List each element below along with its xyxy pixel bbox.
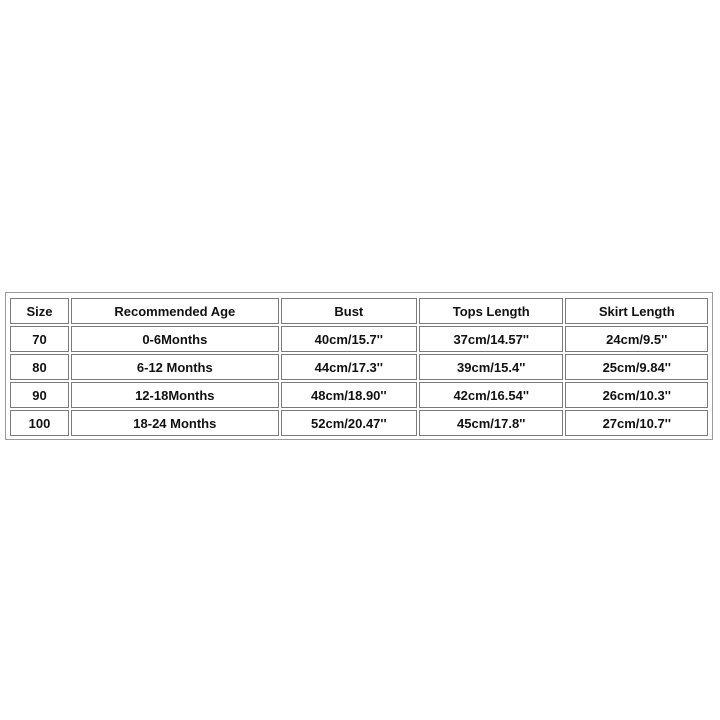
cell-bust: 40cm/15.7'' (281, 326, 417, 352)
header-size: Size (10, 298, 69, 324)
cell-size: 90 (10, 382, 69, 408)
cell-bust: 44cm/17.3'' (281, 354, 417, 380)
cell-skirt-length: 25cm/9.84'' (565, 354, 708, 380)
cell-recommended-age: 0-6Months (71, 326, 279, 352)
cell-size: 100 (10, 410, 69, 436)
cell-bust: 52cm/20.47'' (281, 410, 417, 436)
cell-recommended-age: 18-24 Months (71, 410, 279, 436)
header-tops-length: Tops Length (419, 298, 564, 324)
table-row (10, 382, 708, 408)
cell-bust: 48cm/18.90'' (281, 382, 417, 408)
header-skirt-length: Skirt Length (565, 298, 708, 324)
table-row (10, 354, 708, 380)
cell-tops-length: 39cm/15.4'' (419, 354, 564, 380)
table-header-row (10, 298, 708, 324)
cell-skirt-length: 27cm/10.7'' (565, 410, 708, 436)
cell-tops-length: 37cm/14.57'' (419, 326, 564, 352)
cell-size: 70 (10, 326, 69, 352)
cell-recommended-age: 6-12 Months (71, 354, 279, 380)
table-row (10, 410, 708, 436)
cell-recommended-age: 12-18Months (71, 382, 279, 408)
table-row (10, 326, 708, 352)
cell-size: 80 (10, 354, 69, 380)
cell-tops-length: 45cm/17.8'' (419, 410, 564, 436)
header-bust: Bust (281, 298, 417, 324)
cell-tops-length: 42cm/16.54'' (419, 382, 564, 408)
header-recommended-age: Recommended Age (71, 298, 279, 324)
size-chart-table (8, 296, 710, 438)
size-chart-frame (5, 292, 713, 440)
cell-skirt-length: 26cm/10.3'' (565, 382, 708, 408)
cell-skirt-length: 24cm/9.5'' (565, 326, 708, 352)
